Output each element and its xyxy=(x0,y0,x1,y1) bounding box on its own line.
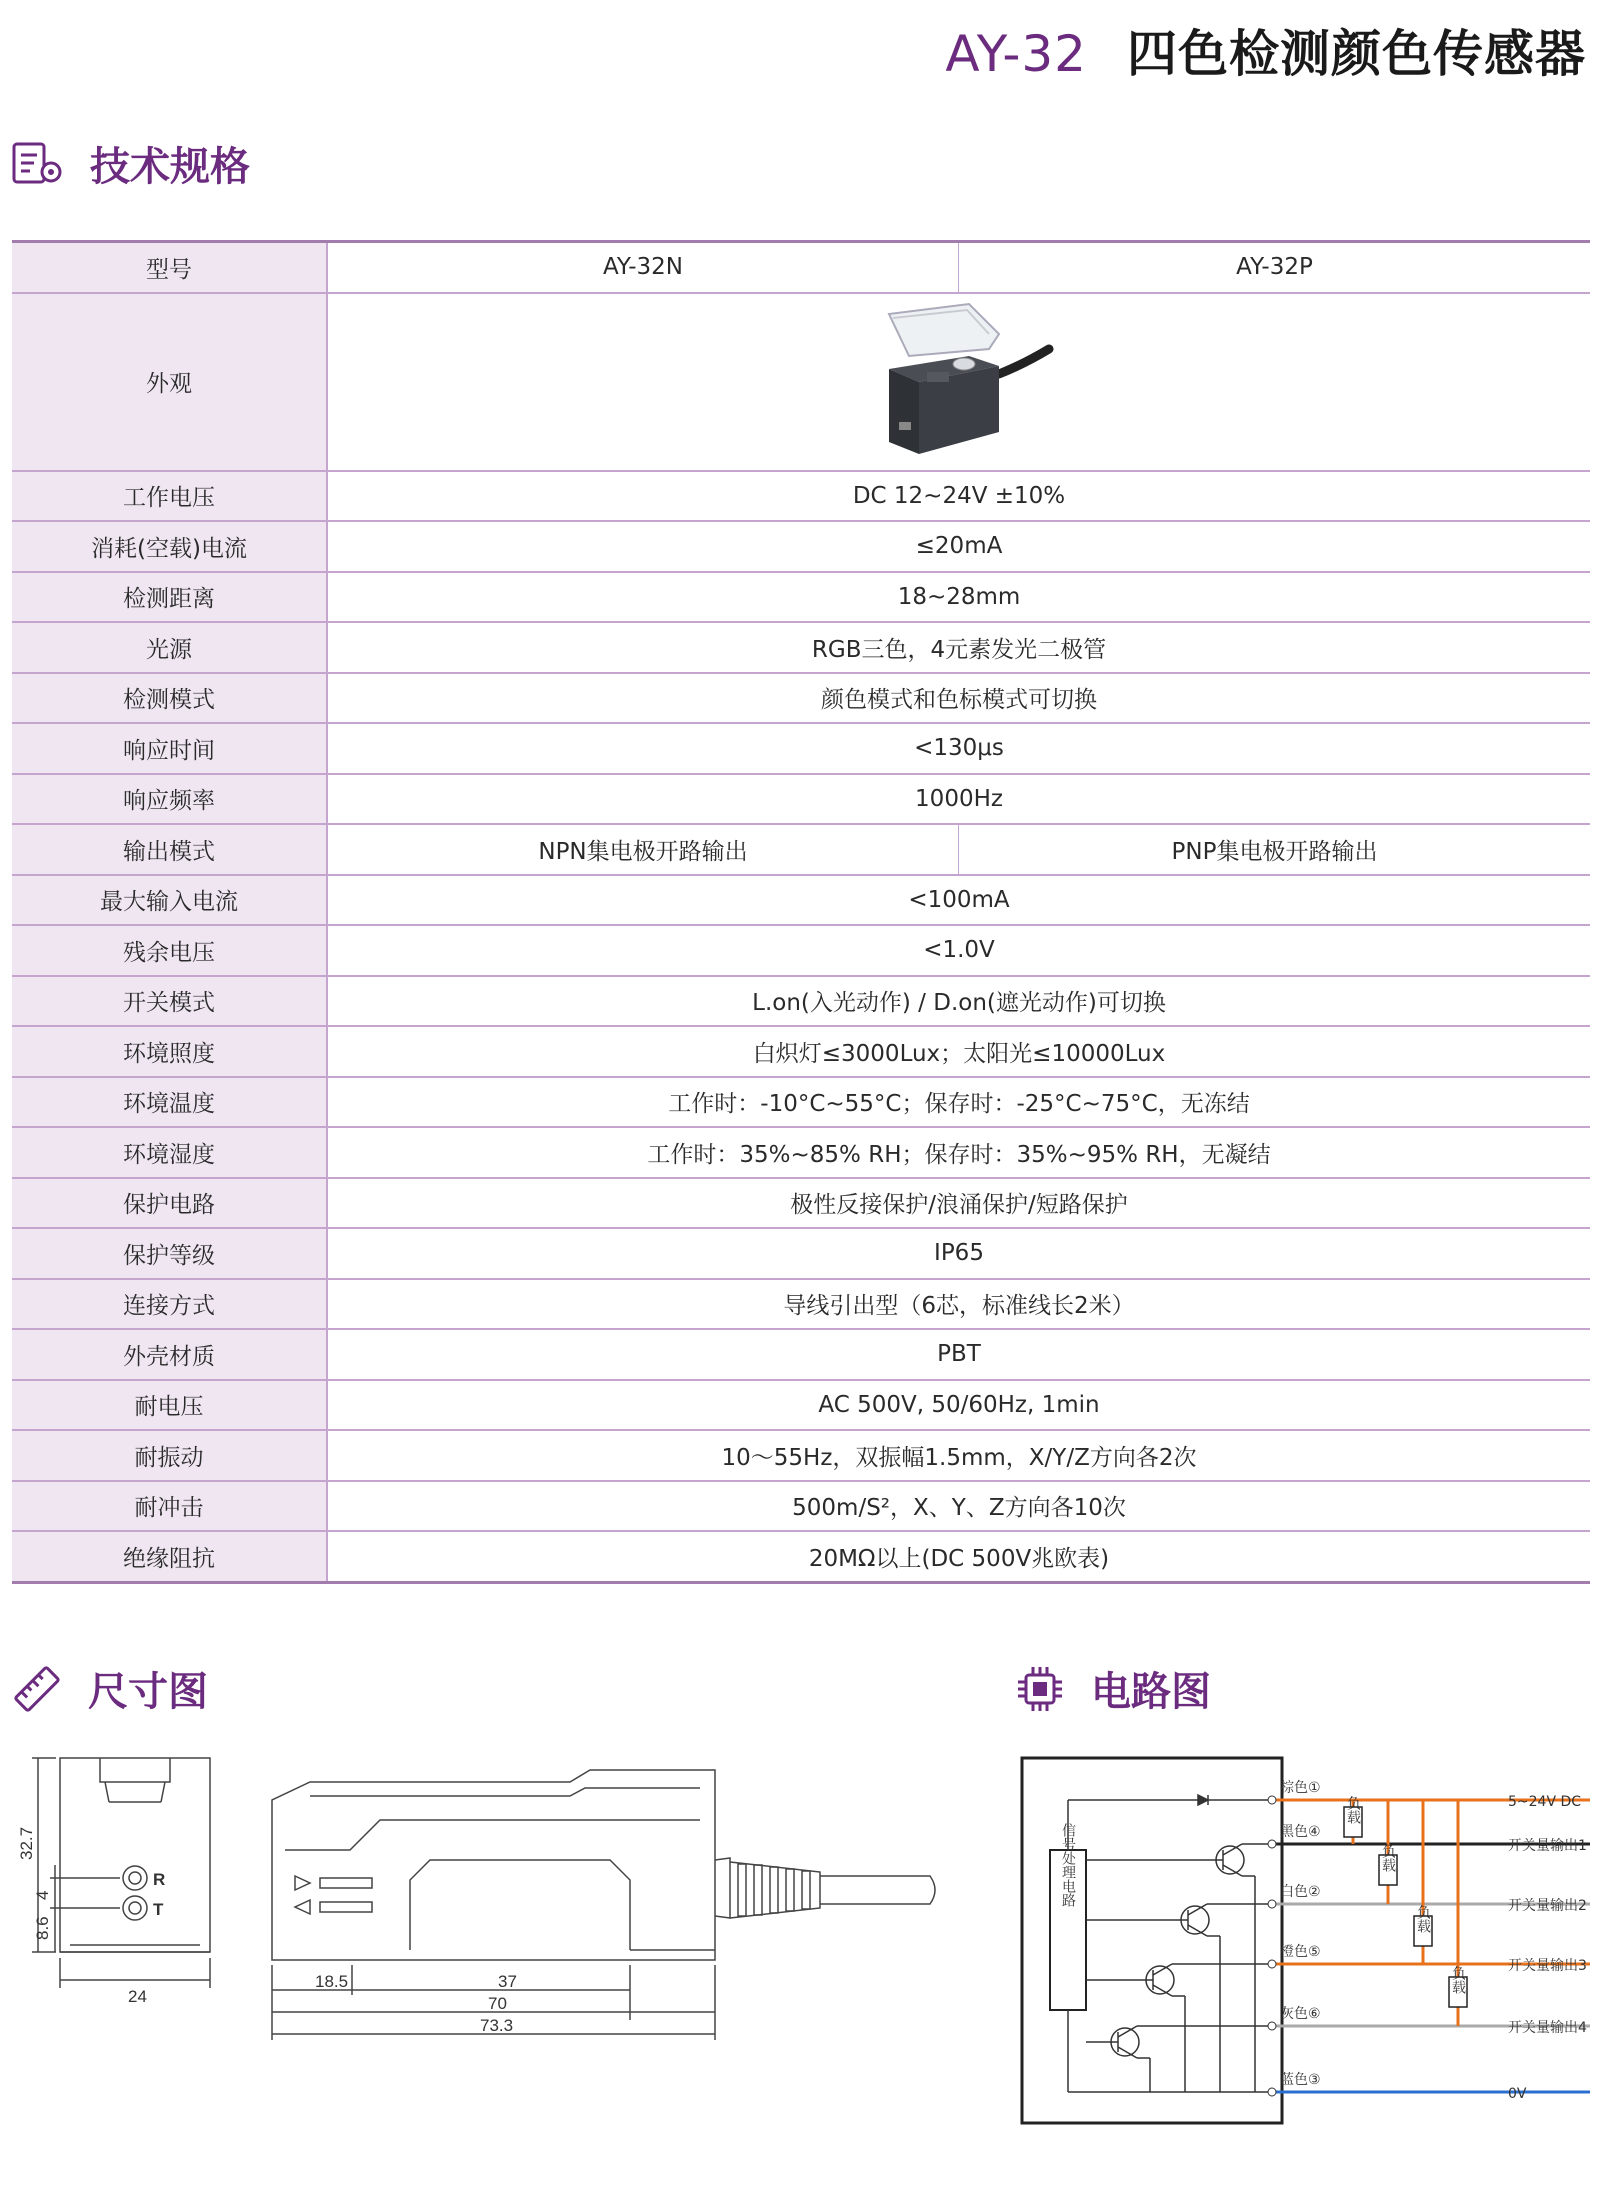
table-row xyxy=(12,1279,1590,1330)
page-title xyxy=(945,14,1586,86)
product-photo-cell xyxy=(327,293,1590,471)
table-row xyxy=(12,622,1590,673)
table-row xyxy=(12,1430,1590,1481)
model-p-cell: AY-32P xyxy=(959,242,1591,293)
row-label: 耐冲击 xyxy=(12,1481,327,1532)
wire-orange-label: 橙色⑤ xyxy=(1280,1944,1321,1960)
row-value: 1000Hz xyxy=(327,774,1590,825)
dim-side-d3: 70 xyxy=(488,1994,507,2013)
output-2: 开关量输出2 xyxy=(1508,1898,1587,1914)
model-name: AY-32 xyxy=(945,25,1087,83)
dimension-section-header xyxy=(12,1660,208,1717)
table-row xyxy=(12,1329,1590,1380)
r-button-label: R xyxy=(153,1870,166,1889)
row-value: <100mA xyxy=(327,875,1590,926)
row-label: 耐电压 xyxy=(12,1380,327,1431)
row-value: 导线引出型（6芯，标准线长2米） xyxy=(327,1279,1590,1330)
transistor-1 xyxy=(1086,1844,1272,2092)
row-label: 消耗(空载)电流 xyxy=(12,521,327,572)
row-value: 工作时：-10°C~55°C；保存时：-25°C~75°C，无冻结 xyxy=(327,1077,1590,1128)
model-n-cell: AY-32N xyxy=(327,242,959,293)
ruler-icon xyxy=(12,1664,62,1714)
table-row xyxy=(12,293,1590,471)
table-row xyxy=(12,673,1590,724)
front-r-button xyxy=(123,1866,147,1890)
front-view-slot xyxy=(100,1758,170,1782)
row-label: 环境湿度 xyxy=(12,1127,327,1178)
dim-front-d2: 8.6 xyxy=(33,1916,52,1940)
table-row xyxy=(12,1481,1590,1532)
table-row xyxy=(12,572,1590,623)
row-label: 输出模式 xyxy=(12,824,327,875)
row-value: <1.0V xyxy=(327,925,1590,976)
row-label: 保护电路 xyxy=(12,1178,327,1229)
dim-front-width: 24 xyxy=(128,1987,147,2006)
t-button-label: T xyxy=(153,1900,164,1919)
row-value: 20MΩ以上(DC 500V兆欧表) xyxy=(327,1531,1590,1582)
dim-side-d2: 37 xyxy=(498,1972,517,1991)
dimension-section-title: 尺寸图 xyxy=(88,1669,208,1715)
row-value: RGB三色，4元素发光二极管 xyxy=(327,622,1590,673)
table-row xyxy=(12,1380,1590,1431)
table-row xyxy=(12,723,1590,774)
row-label: 光源 xyxy=(12,622,327,673)
row-value: IP65 xyxy=(327,1228,1590,1279)
row-value: 工作时：35%~85% RH；保存时：35%~95% RH，无凝结 xyxy=(327,1127,1590,1178)
table-row xyxy=(12,1127,1590,1178)
row-label: 响应时间 xyxy=(12,723,327,774)
spec-section-title: 技术规格 xyxy=(90,144,250,190)
dim-front-d1: 4 xyxy=(33,1890,52,1900)
cable xyxy=(820,1876,935,1904)
row-value-p: PNP集电极开路输出 xyxy=(959,824,1591,875)
row-label: 检测距离 xyxy=(12,572,327,623)
svg-text:负载: 负载 xyxy=(1450,1966,1466,1994)
circuit-section-title: 电路图 xyxy=(1091,1669,1211,1715)
table-row xyxy=(12,521,1590,572)
row-label: 外观 xyxy=(12,293,327,471)
row-label: 型号 xyxy=(12,242,327,293)
table-row xyxy=(12,471,1590,522)
processor-label: 信号处理电路 xyxy=(1060,1823,1076,1907)
dimension-drawing xyxy=(10,1740,970,2050)
side-view-window xyxy=(410,1860,630,1950)
row-label: 环境照度 xyxy=(12,1026,327,1077)
dim-side-d1: 18.5 xyxy=(315,1972,349,1991)
svg-text:负载: 负载 xyxy=(1345,1796,1361,1824)
table-row xyxy=(12,1531,1590,1582)
output-1: 开关量输出1 xyxy=(1508,1838,1587,1854)
row-label: 响应频率 xyxy=(12,774,327,825)
row-value: <130μs xyxy=(327,723,1590,774)
row-label: 环境温度 xyxy=(12,1077,327,1128)
side-view-outline xyxy=(272,1770,715,1960)
circuit-diagram xyxy=(1010,1740,1600,2130)
row-label: 外壳材质 xyxy=(12,1329,327,1380)
table-row xyxy=(12,1026,1590,1077)
output-4: 开关量输出4 xyxy=(1508,2020,1587,2036)
front-t-button xyxy=(123,1896,147,1920)
svg-text:负载: 负载 xyxy=(1380,1844,1396,1872)
wire-black-label: 黑色④ xyxy=(1280,1824,1321,1840)
row-value: 白炽灯≤3000Lux；太阳光≤10000Lux xyxy=(327,1026,1590,1077)
row-label: 检测模式 xyxy=(12,673,327,724)
row-value: 18~28mm xyxy=(327,572,1590,623)
front-view-outline xyxy=(60,1758,210,1952)
load-4 xyxy=(1449,1965,1467,2007)
table-row xyxy=(12,242,1590,293)
row-value: AC 500V, 50/60Hz, 1min xyxy=(327,1380,1590,1431)
product-name: 四色检测颜色传感器 xyxy=(1127,25,1586,83)
wire-gray-label: 灰色⑥ xyxy=(1280,2006,1321,2022)
chip-icon xyxy=(1015,1664,1065,1714)
row-label: 耐振动 xyxy=(12,1430,327,1481)
load-2 xyxy=(1379,1843,1397,1885)
row-value: L.on(入光动作) / D.on(遮光动作)可切换 xyxy=(327,976,1590,1027)
wire-gray xyxy=(1268,2006,1590,2036)
wire-orange xyxy=(1268,1943,1590,1974)
row-label: 工作电压 xyxy=(12,471,327,522)
dim-side-d4: 73.3 xyxy=(480,2016,514,2035)
output-supply: 5~24V DC xyxy=(1508,1794,1582,1810)
table-row xyxy=(12,875,1590,926)
row-value: 颜色模式和色标模式可切换 xyxy=(327,673,1590,724)
table-row xyxy=(12,1228,1590,1279)
row-label: 开关模式 xyxy=(12,976,327,1027)
wire-black xyxy=(1268,1824,1590,1854)
load-1 xyxy=(1344,1795,1362,1837)
circuit-section-header xyxy=(1015,1660,1211,1717)
row-value: 500m/S²，X、Y、Z方向各10次 xyxy=(327,1481,1590,1532)
wire-white-label: 白色② xyxy=(1280,1884,1321,1900)
table-row xyxy=(12,774,1590,825)
row-label: 保护等级 xyxy=(12,1228,327,1279)
row-value-n: NPN集电极开路输出 xyxy=(327,824,959,875)
table-row xyxy=(12,1178,1590,1229)
row-label: 连接方式 xyxy=(12,1279,327,1330)
spec-sheet-icon xyxy=(12,141,64,187)
output-3: 开关量输出3 xyxy=(1508,1958,1587,1974)
sensor-enclosure xyxy=(1022,1758,1282,2123)
wire-blue-label: 蓝色③ xyxy=(1280,2072,1321,2088)
row-value: 极性反接保护/浪涌保护/短路保护 xyxy=(327,1178,1590,1229)
row-value: ≤20mA xyxy=(327,521,1590,572)
transistor-2 xyxy=(1086,1904,1272,2092)
row-value: PBT xyxy=(327,1329,1590,1380)
row-value: DC 12~24V ±10% xyxy=(327,471,1590,522)
row-value: 10～55Hz，双振幅1.5mm，X/Y/Z方向各2次 xyxy=(327,1430,1590,1481)
load-3 xyxy=(1414,1904,1432,1946)
svg-text:负载: 负载 xyxy=(1415,1905,1431,1933)
wire-brown xyxy=(1268,1779,1590,1810)
row-label: 绝缘阻抗 xyxy=(12,1531,327,1582)
output-0v: 0V xyxy=(1508,2086,1527,2102)
row-label: 最大输入电流 xyxy=(12,875,327,926)
table-row xyxy=(12,824,1590,875)
table-row xyxy=(12,925,1590,976)
product-photo xyxy=(849,294,1069,464)
cable-boot-ribs xyxy=(738,1864,810,1916)
transistor-4 xyxy=(1086,2026,1272,2092)
transistor-3 xyxy=(1086,1964,1272,2092)
spec-table xyxy=(12,240,1590,1584)
wire-brown-label: 棕色① xyxy=(1280,1780,1321,1796)
wire-blue xyxy=(1268,2071,1590,2102)
table-row xyxy=(12,976,1590,1027)
table-row xyxy=(12,1077,1590,1128)
dim-front-height: 32.7 xyxy=(17,1826,36,1860)
spec-section-header xyxy=(12,135,250,192)
row-label: 残余电压 xyxy=(12,925,327,976)
